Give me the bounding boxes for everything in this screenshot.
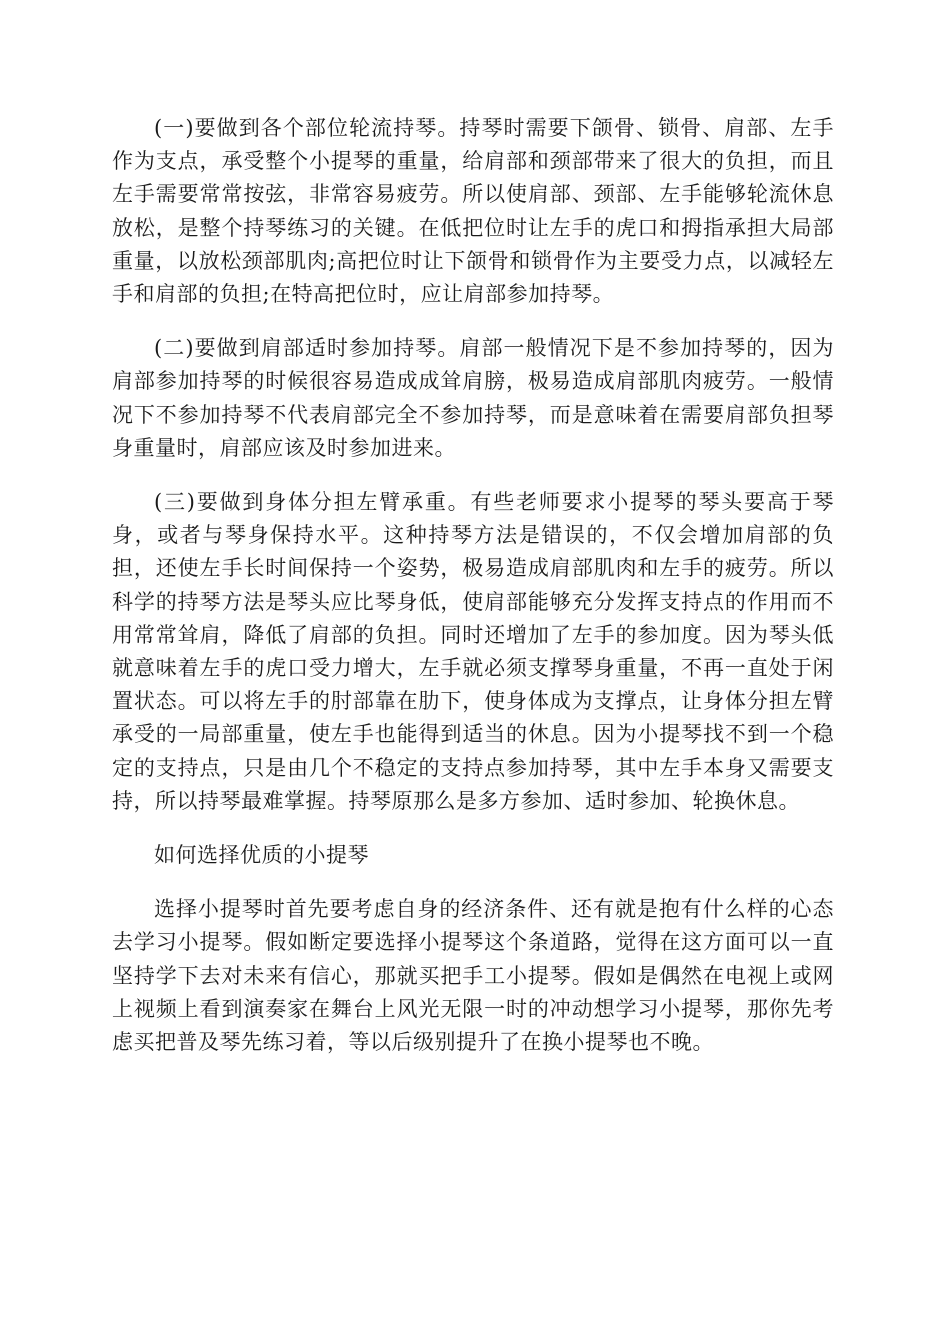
section-heading: 如何选择优质的小提琴 — [154, 843, 369, 868]
paragraph-rotating-support: (一)要做到各个部位轮流持琴。持琴时需要下颌骨、锁骨、肩部、左手作为支点，承受整个小提琴的重量，给肩部和颈部带来了很大的负担，而且左手需要常常按弦，非常容易疲劳。所以使肩部、颈部、左手能够轮流休息放松，是整个持琴练习的关键。在低把位时让左手的虎口和拇指承担大局部重量，以放松颈部肌肉;高把位时让下颌骨和锁骨作为主要受力点，以减轻左手和肩部的负担;在特高把位时，应让肩部参加持琴。 — [112, 116, 834, 307]
paragraph-choosing-violin: 选择小提琴时首先要考虑自身的经济条件、还有就是抱有什么样的心态去学习小提琴。假如断定要选择小提琴这个条道路，觉得在这方面可以一直坚持学下去对未来有信心，那就买把手工小提琴。假如是偶然在电视上或网上视频上看到演奏家在舞台上风光无限一时的冲动想学习小提琴，那你先考虑买把普及琴先练习着，等以后级别提升了在换小提琴也不晚。 — [112, 897, 834, 1055]
document-body — [112, 112, 834, 1059]
paragraph-shoulder-support: (二)要做到肩部适时参加持琴。肩部一般情况下是不参加持琴的，因为肩部参加持琴的时候很容易造成成耸肩膀，极易造成肩部肌肉疲劳。一般情况下不参加持琴不代表肩部完全不参加持琴，而是意味着在需要肩部负担琴身重量时，肩部应该及时参加进来。 — [112, 336, 834, 460]
paragraph-body-share-weight: (三)要做到身体分担左臂承重。有些老师要求小提琴的琴头要高于琴身，或者与琴身保持水平。这种持琴方法是错误的，不仅会增加肩部的负担，还使左手长时间保持一个姿势，极易造成肩部肌肉和左手的疲劳。所以科学的持琴方法是琴头应比琴身低，使肩部能够充分发挥支持点的作用而不用常常耸肩，降低了肩部的负担。同时还增加了左手的参加度。因为琴头低就意味着左手的虎口受力增大，左手就必须支撑琴身重量，不再一直处于闲置状态。可以将左手的肘部靠在肋下，使身体成为支撑点，让身体分担左臂承受的一局部重量，使左手也能得到适当的休息。因为小提琴找不到一个稳定的支持点，只是由几个不稳定的支持点参加持琴，其中左手本身又需要支持，所以持琴最难掌握。持琴原那么是多方参加、适时参加、轮换休息。 — [112, 490, 834, 813]
